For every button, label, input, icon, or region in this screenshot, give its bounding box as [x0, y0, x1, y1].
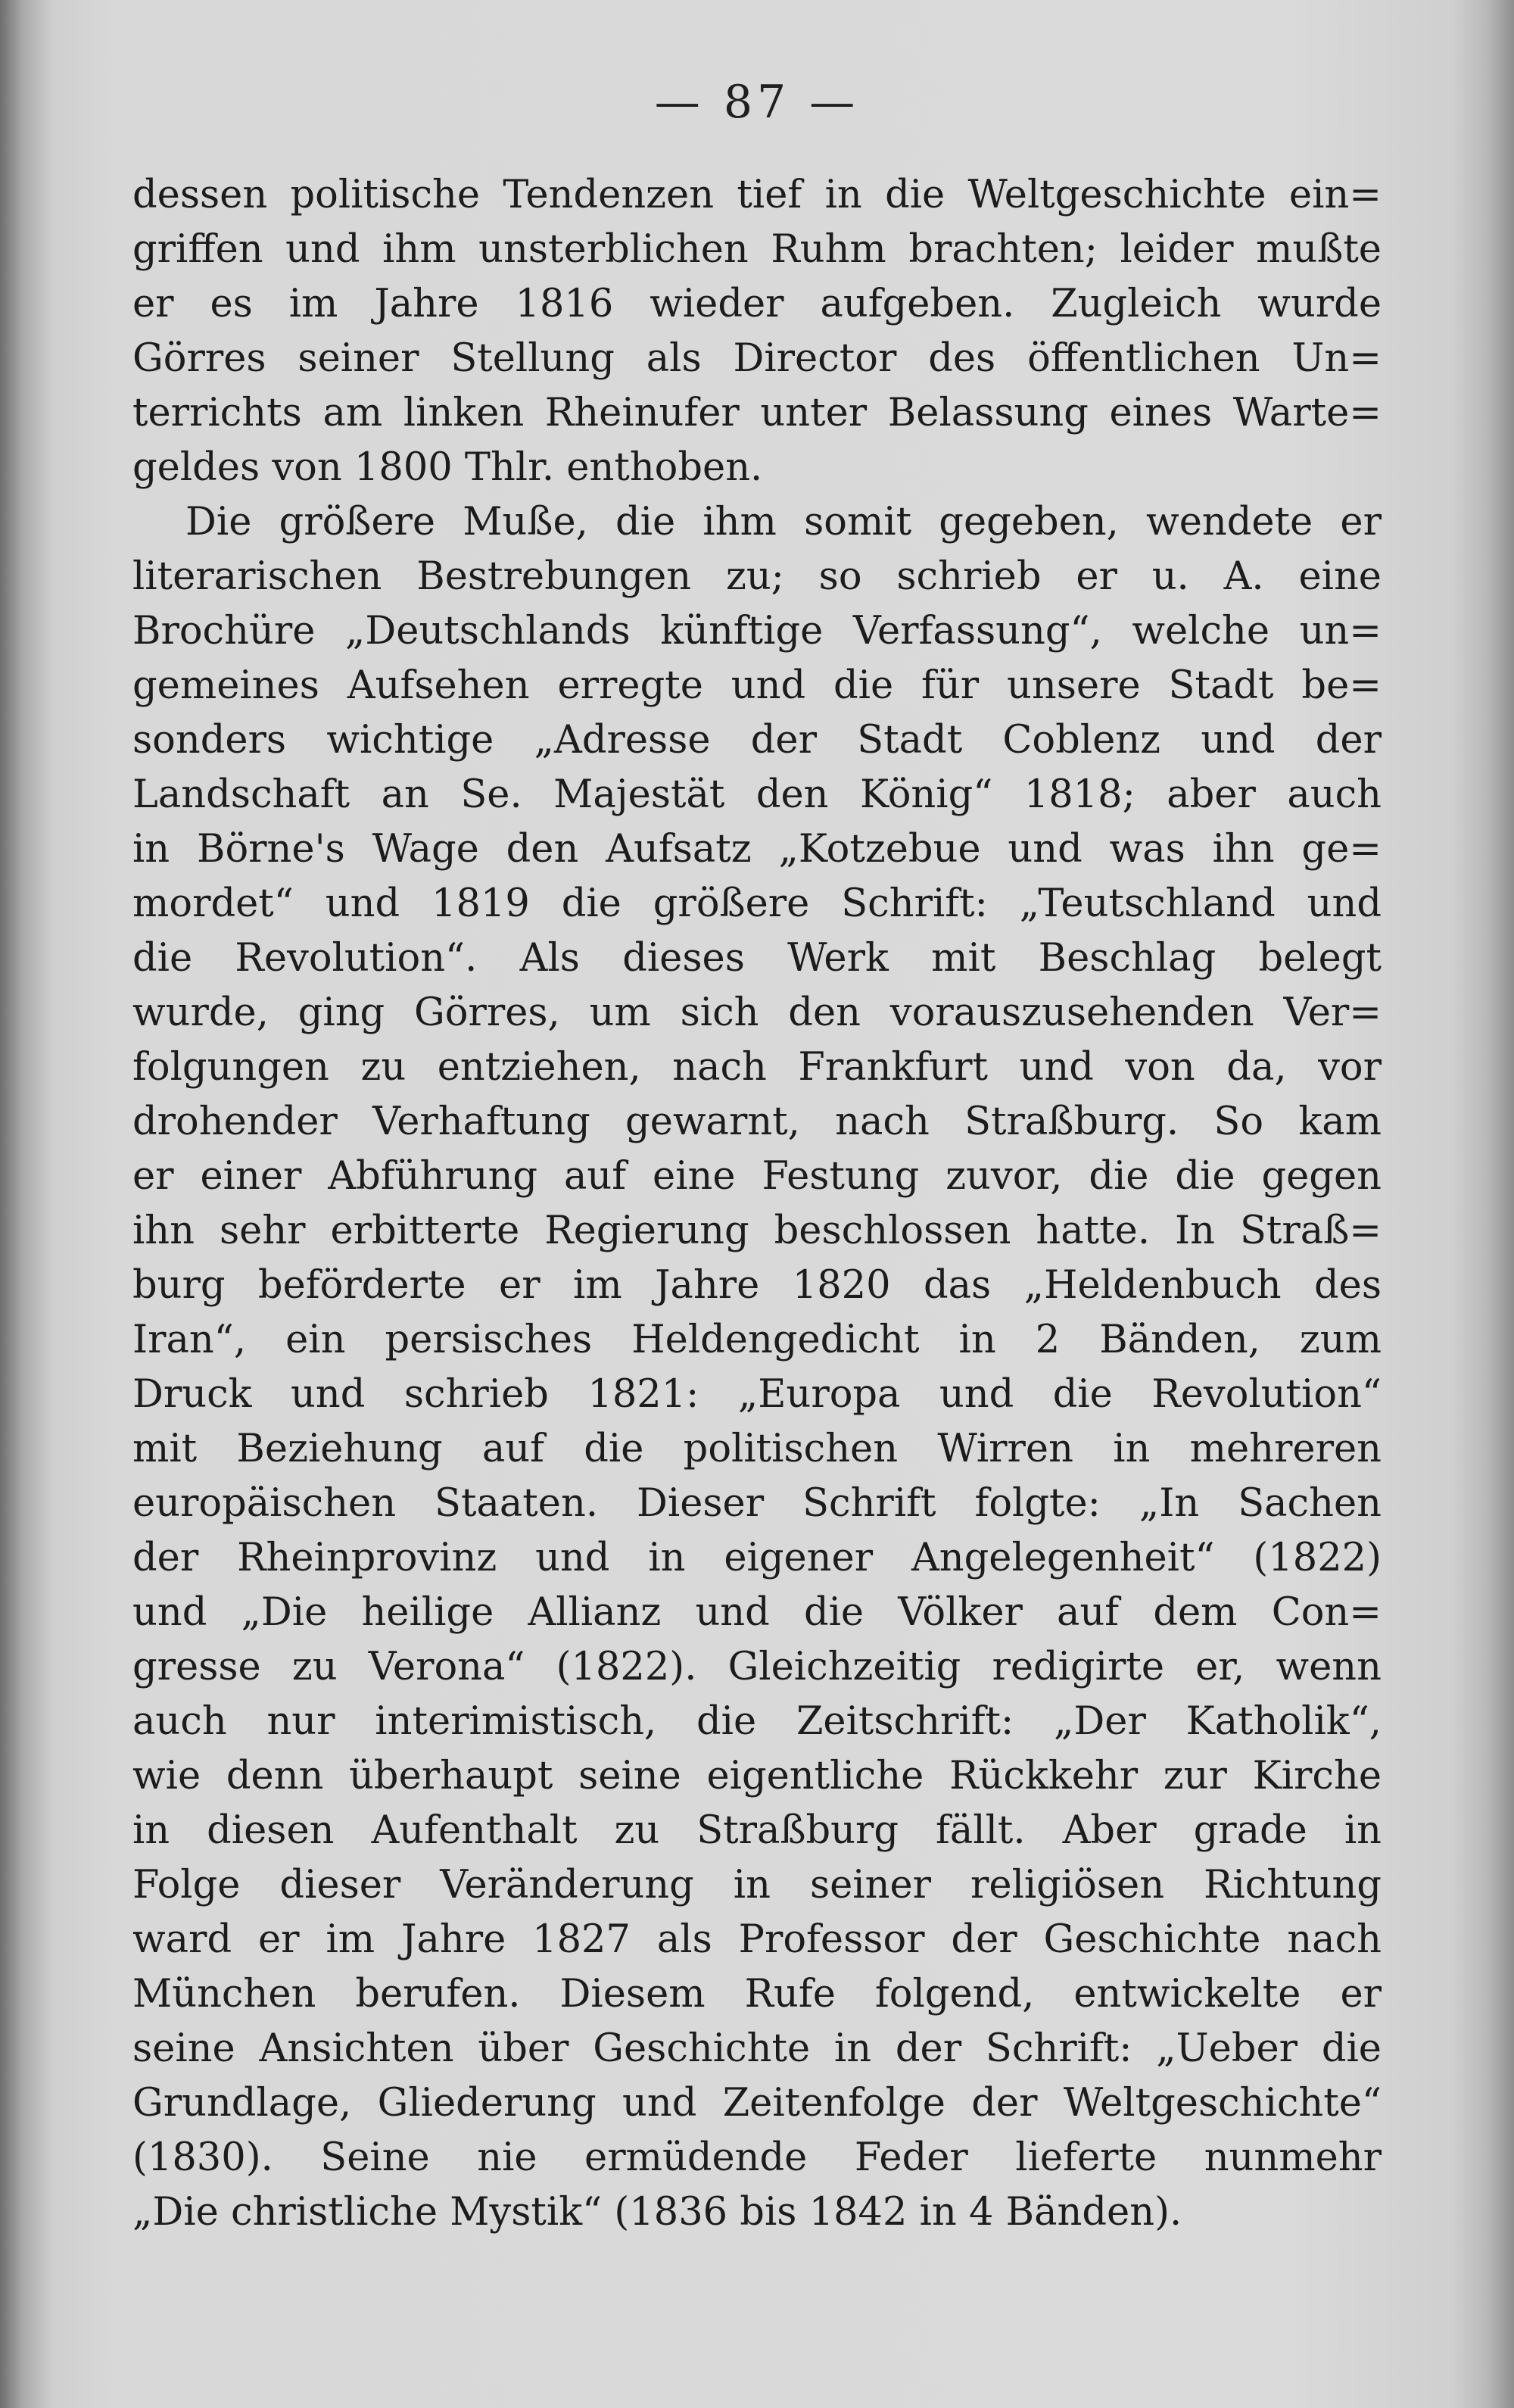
text-line: folgungen zu entziehen, nach Frankfurt und von da, vor	[132, 1045, 1382, 1090]
text-line: Folge dieser Veränderung in seiner religiösen Richtung	[132, 1863, 1382, 1907]
text-line: ward er im Jahre 1827 als Professor der Geschichte nach	[132, 1917, 1382, 1962]
text-line: Brochüre „Deutschlands künftige Verfassung“, welche un=	[132, 609, 1382, 653]
text-line: Iran“, ein persisches Heldengedicht in 2 Bänden, zum	[132, 1318, 1382, 1362]
text-line: sonders wichtige „Adresse der Stadt Coblenz und der	[132, 718, 1382, 763]
text-line: ihn sehr erbitterte Regierung beschlossen hatte. In Straß=	[132, 1209, 1382, 1253]
text-line: der Rheinprovinz und in eigener Angelegenheit“ (1822)	[132, 1536, 1382, 1580]
text-line: dessen politische Tendenzen tief in die Weltgeschichte ein=	[132, 173, 1382, 217]
text-line: München berufen. Diesem Rufe folgend, entwickelte er	[132, 1972, 1382, 2017]
text-line: auch nur interimistisch, die Zeitschrift: „Der Katholik“,	[132, 1699, 1382, 1744]
text-line: Druck und schrieb 1821: „Europa und die Revolution“	[132, 1372, 1382, 1417]
text-line: mit Beziehung auf die politischen Wirren in mehreren	[132, 1427, 1382, 1471]
text-line: europäischen Staaten. Dieser Schrift folgte: „In Sachen	[132, 1481, 1382, 1526]
text-line: griffen und ihm unsterblichen Ruhm brachten; leider mußte	[132, 227, 1382, 272]
text-line: er einer Abführung auf eine Festung zuvor, die die gegen	[132, 1154, 1382, 1199]
text-line: in Börne's Wage den Aufsatz „Kotzebue und was ihn ge=	[132, 827, 1382, 872]
text-line: literarischen Bestrebungen zu; so schrieb er u. A. eine	[132, 554, 1382, 599]
text-line: Die größere Muße, die ihm somit gegeben, wendete er	[185, 500, 1382, 544]
text-line: terrichts am linken Rheinufer unter Belassung eines Warte=	[132, 391, 1382, 435]
text-line: wurde, ging Görres, um sich den vorauszusehenden Ver=	[132, 990, 1382, 1035]
text-line: gresse zu Verona“ (1822). Gleichzeitig redigirte er, wenn	[132, 1645, 1382, 1689]
text-line: wie denn überhaupt seine eigentliche Rückkehr zur Kirche	[132, 1754, 1382, 1798]
page-number: — 87 —	[654, 76, 860, 129]
text-line: Grundlage, Gliederung und Zeitenfolge der Weltgeschichte“	[132, 2081, 1382, 2126]
text-line: (1830). Seine nie ermüdende Feder lieferte nunmehr	[132, 2135, 1382, 2180]
text-line: er es im Jahre 1816 wieder aufgeben. Zugleich wurde	[132, 282, 1382, 326]
text-line: drohender Verhaftung gewarnt, nach Straßburg. So kam	[132, 1100, 1382, 1144]
text-line: Landschaft an Se. Majestät den König“ 1818; aber auch	[132, 772, 1382, 817]
text-line: mordet“ und 1819 die größere Schrift: „Teutschland und	[132, 881, 1382, 926]
text-line: „Die christliche Mystik“ (1836 bis 1842 in 4 Bänden).	[132, 2190, 1182, 2235]
text-line: in diesen Aufenthalt zu Straßburg fällt. Aber grade in	[132, 1808, 1382, 1853]
text-line: seine Ansichten über Geschichte in der Schrift: „Ueber die	[132, 2026, 1382, 2071]
text-line: und „Die heilige Allianz und die Völker auf dem Con=	[132, 1590, 1382, 1635]
text-line: Görres seiner Stellung als Director des öffentlichen Un=	[132, 336, 1382, 381]
body-text	[132, 168, 1382, 2240]
text-line: gemeines Aufsehen erregte und die für unsere Stadt be=	[132, 663, 1382, 708]
text-line: burg beförderte er im Jahre 1820 das „Heldenbuch des	[132, 1263, 1382, 1308]
text-line: die Revolution“. Als dieses Werk mit Beschlag belegt	[132, 936, 1382, 981]
text-line: geldes von 1800 Thlr. enthoben.	[132, 445, 763, 490]
